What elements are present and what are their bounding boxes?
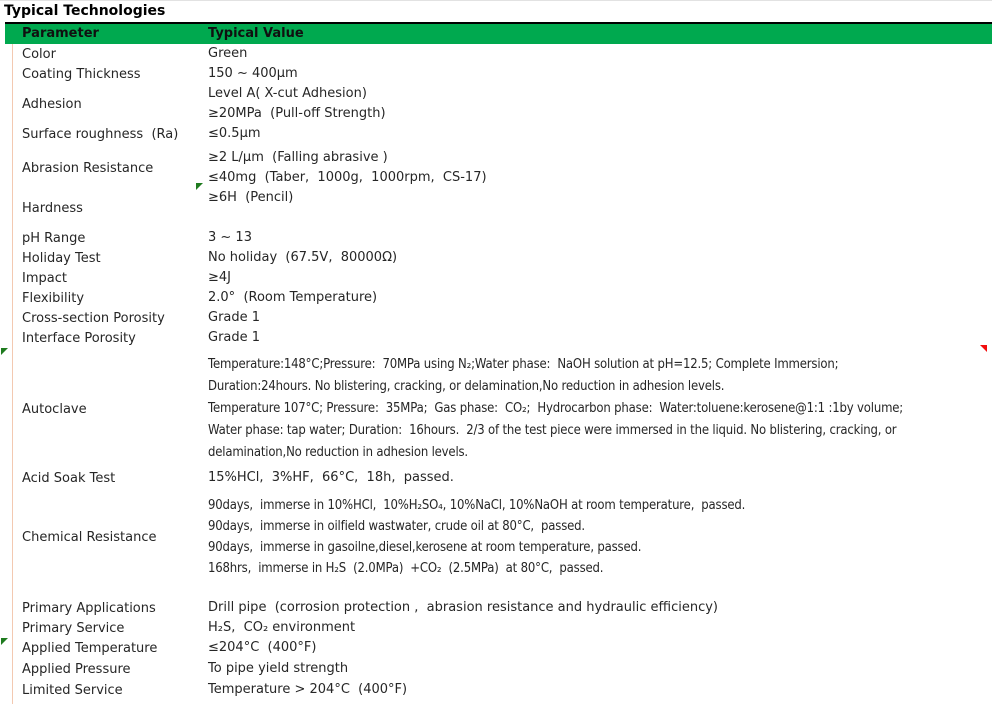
comment-flag-icon	[196, 183, 203, 190]
table-row	[0, 44, 992, 64]
value-line: Water phase: tap water; Duration: 16hours. 2/3 of the test piece were immersed in the liquid. No blistering, cracking, or	[208, 423, 897, 438]
table-row	[0, 680, 992, 700]
table-row	[0, 488, 992, 579]
value-line: 150 ~ 400μm	[208, 66, 298, 81]
param-cell: Limited Service	[22, 682, 123, 698]
param-cell: Acid Soak Test	[22, 470, 116, 486]
param-cell: Adhesion	[22, 96, 82, 112]
param-cell: Interface Porosity	[22, 330, 136, 346]
value-cell	[208, 308, 992, 328]
value-line: Temperature:148°C;Pressure: 70MPa using N₂;Water phase: NaOH solution at pH=12.5; Complete Immersion;	[208, 357, 839, 372]
table-row	[0, 464, 992, 488]
comment-flag-icon	[1, 348, 8, 355]
value-line: 15%HCl, 3%HF, 66°C, 18h, passed.	[208, 470, 454, 485]
param-cell: Applied Pressure	[22, 662, 131, 677]
value-line: ≥6H (Pencil)	[208, 190, 294, 205]
value-line: 2.0° (Room Temperature)	[208, 290, 378, 305]
param-cell: Coating Thickness	[22, 66, 141, 82]
table-row	[0, 348, 992, 464]
value-line: No holiday (67.5V, 80000Ω)	[208, 250, 398, 265]
value-line: Temperature > 204°C (400°F)	[208, 682, 408, 697]
value-cell	[208, 598, 992, 618]
param-cell: Cross-section Porosity	[22, 310, 165, 326]
table-row	[0, 188, 992, 228]
value-line: ≤0.5μm	[208, 126, 261, 141]
table-row	[0, 308, 992, 328]
param-cell: Flexibility	[22, 290, 85, 306]
value-line: ≤40mg (Taber, 1000g, 1000rpm, CS-17)	[208, 170, 487, 185]
param-cell: Surface roughness (Ra)	[22, 126, 179, 142]
value-cell	[208, 44, 992, 64]
value-line: 90days, immerse in gasoilne,diesel,kerosene at room temperature, passed.	[208, 540, 642, 555]
value-line: delamination,No reduction in adhesion levels.	[208, 445, 468, 460]
table-row	[0, 288, 992, 308]
value-cell	[208, 495, 992, 579]
value-line: Drill pipe (corrosion protection , abrasion resistance and hydraulic efficiency)	[208, 600, 718, 615]
param-cell: Color	[22, 46, 56, 62]
value-line: Grade 1	[208, 310, 261, 325]
value-line: ≥20MPa (Pull-off Strength)	[208, 106, 386, 121]
overflow-arrow-icon	[980, 345, 987, 352]
value-line: Green	[208, 46, 248, 61]
table-row	[0, 144, 992, 188]
value-cell	[208, 354, 992, 464]
value-line: Duration:24hours. No blistering, cracking, or delamination,No reduction in adhesion levels.	[208, 379, 725, 394]
value-line: 3 ~ 13	[208, 230, 252, 245]
value-cell	[208, 188, 992, 228]
value-cell	[208, 64, 992, 84]
value-line: 90days, immerse in 10%HCl, 10%H₂SO₄, 10%NaCl, 10%NaOH at room temperature, passed.	[208, 498, 746, 513]
table-row	[0, 328, 992, 348]
param-cell: Primary Applications	[22, 600, 156, 616]
table-row	[0, 124, 992, 144]
param-cell: pH Range	[22, 230, 86, 246]
value-line: 90days, immerse in oilfield wastwater, crude oil at 80°C, passed.	[208, 519, 585, 534]
param-cell: Primary Service	[22, 620, 125, 636]
value-cell	[208, 124, 992, 144]
param-cell: Hardness	[22, 200, 83, 216]
table-row	[0, 248, 992, 268]
value-cell	[208, 288, 992, 308]
column-header-typical-value: Typical Value	[208, 26, 304, 41]
table-row	[0, 638, 992, 659]
table-row	[0, 659, 992, 680]
param-cell: Abrasion Resistance	[22, 160, 154, 176]
value-cell	[208, 248, 992, 268]
table-row	[0, 579, 992, 618]
column-header-parameter: Parameter	[22, 26, 99, 41]
value-cell	[208, 268, 992, 288]
table-row	[0, 84, 992, 124]
param-cell: Chemical Resistance	[22, 529, 157, 545]
value-cell	[208, 638, 992, 659]
value-line: Temperature 107°C; Pressure: 35MPa; Gas phase: CO₂; Hydrocarbon phase: Water:toluene:kerosene@1:1 :1by volume;	[208, 401, 904, 416]
value-cell	[208, 618, 992, 638]
value-line: 168hrs, immerse in H₂S (2.0MPa) +CO₂ (2.5MPa) at 80°C, passed.	[208, 561, 604, 576]
value-line: H₂S, CO₂ environment	[208, 620, 356, 635]
value-cell	[208, 659, 992, 680]
param-cell: Autoclave	[22, 401, 87, 417]
param-cell: Impact	[22, 270, 67, 286]
param-cell: Holiday Test	[22, 250, 101, 266]
value-cell	[208, 680, 992, 700]
table-row	[0, 228, 992, 248]
value-cell	[208, 468, 992, 488]
value-line: To pipe yield strength	[208, 661, 349, 676]
param-cell: Applied Temperature	[22, 641, 158, 656]
table-body	[0, 44, 992, 700]
value-line: ≤204°C (400°F)	[208, 640, 317, 655]
value-cell	[208, 228, 992, 248]
comment-flag-icon	[1, 638, 8, 645]
value-cell	[208, 148, 992, 188]
table-row	[0, 64, 992, 84]
value-line: Grade 1	[208, 330, 261, 345]
table-row	[0, 618, 992, 638]
table-header-row	[5, 24, 992, 44]
table-row	[0, 268, 992, 288]
value-cell	[208, 84, 992, 124]
top-divider	[0, 0, 992, 1]
value-line: ≥4J	[208, 270, 231, 285]
value-line: ≥2 L/μm (Falling abrasive )	[208, 150, 388, 165]
value-cell	[208, 328, 992, 348]
page-title: Typical Technologies	[4, 3, 166, 19]
value-line: Level A( X-cut Adhesion)	[208, 86, 367, 101]
